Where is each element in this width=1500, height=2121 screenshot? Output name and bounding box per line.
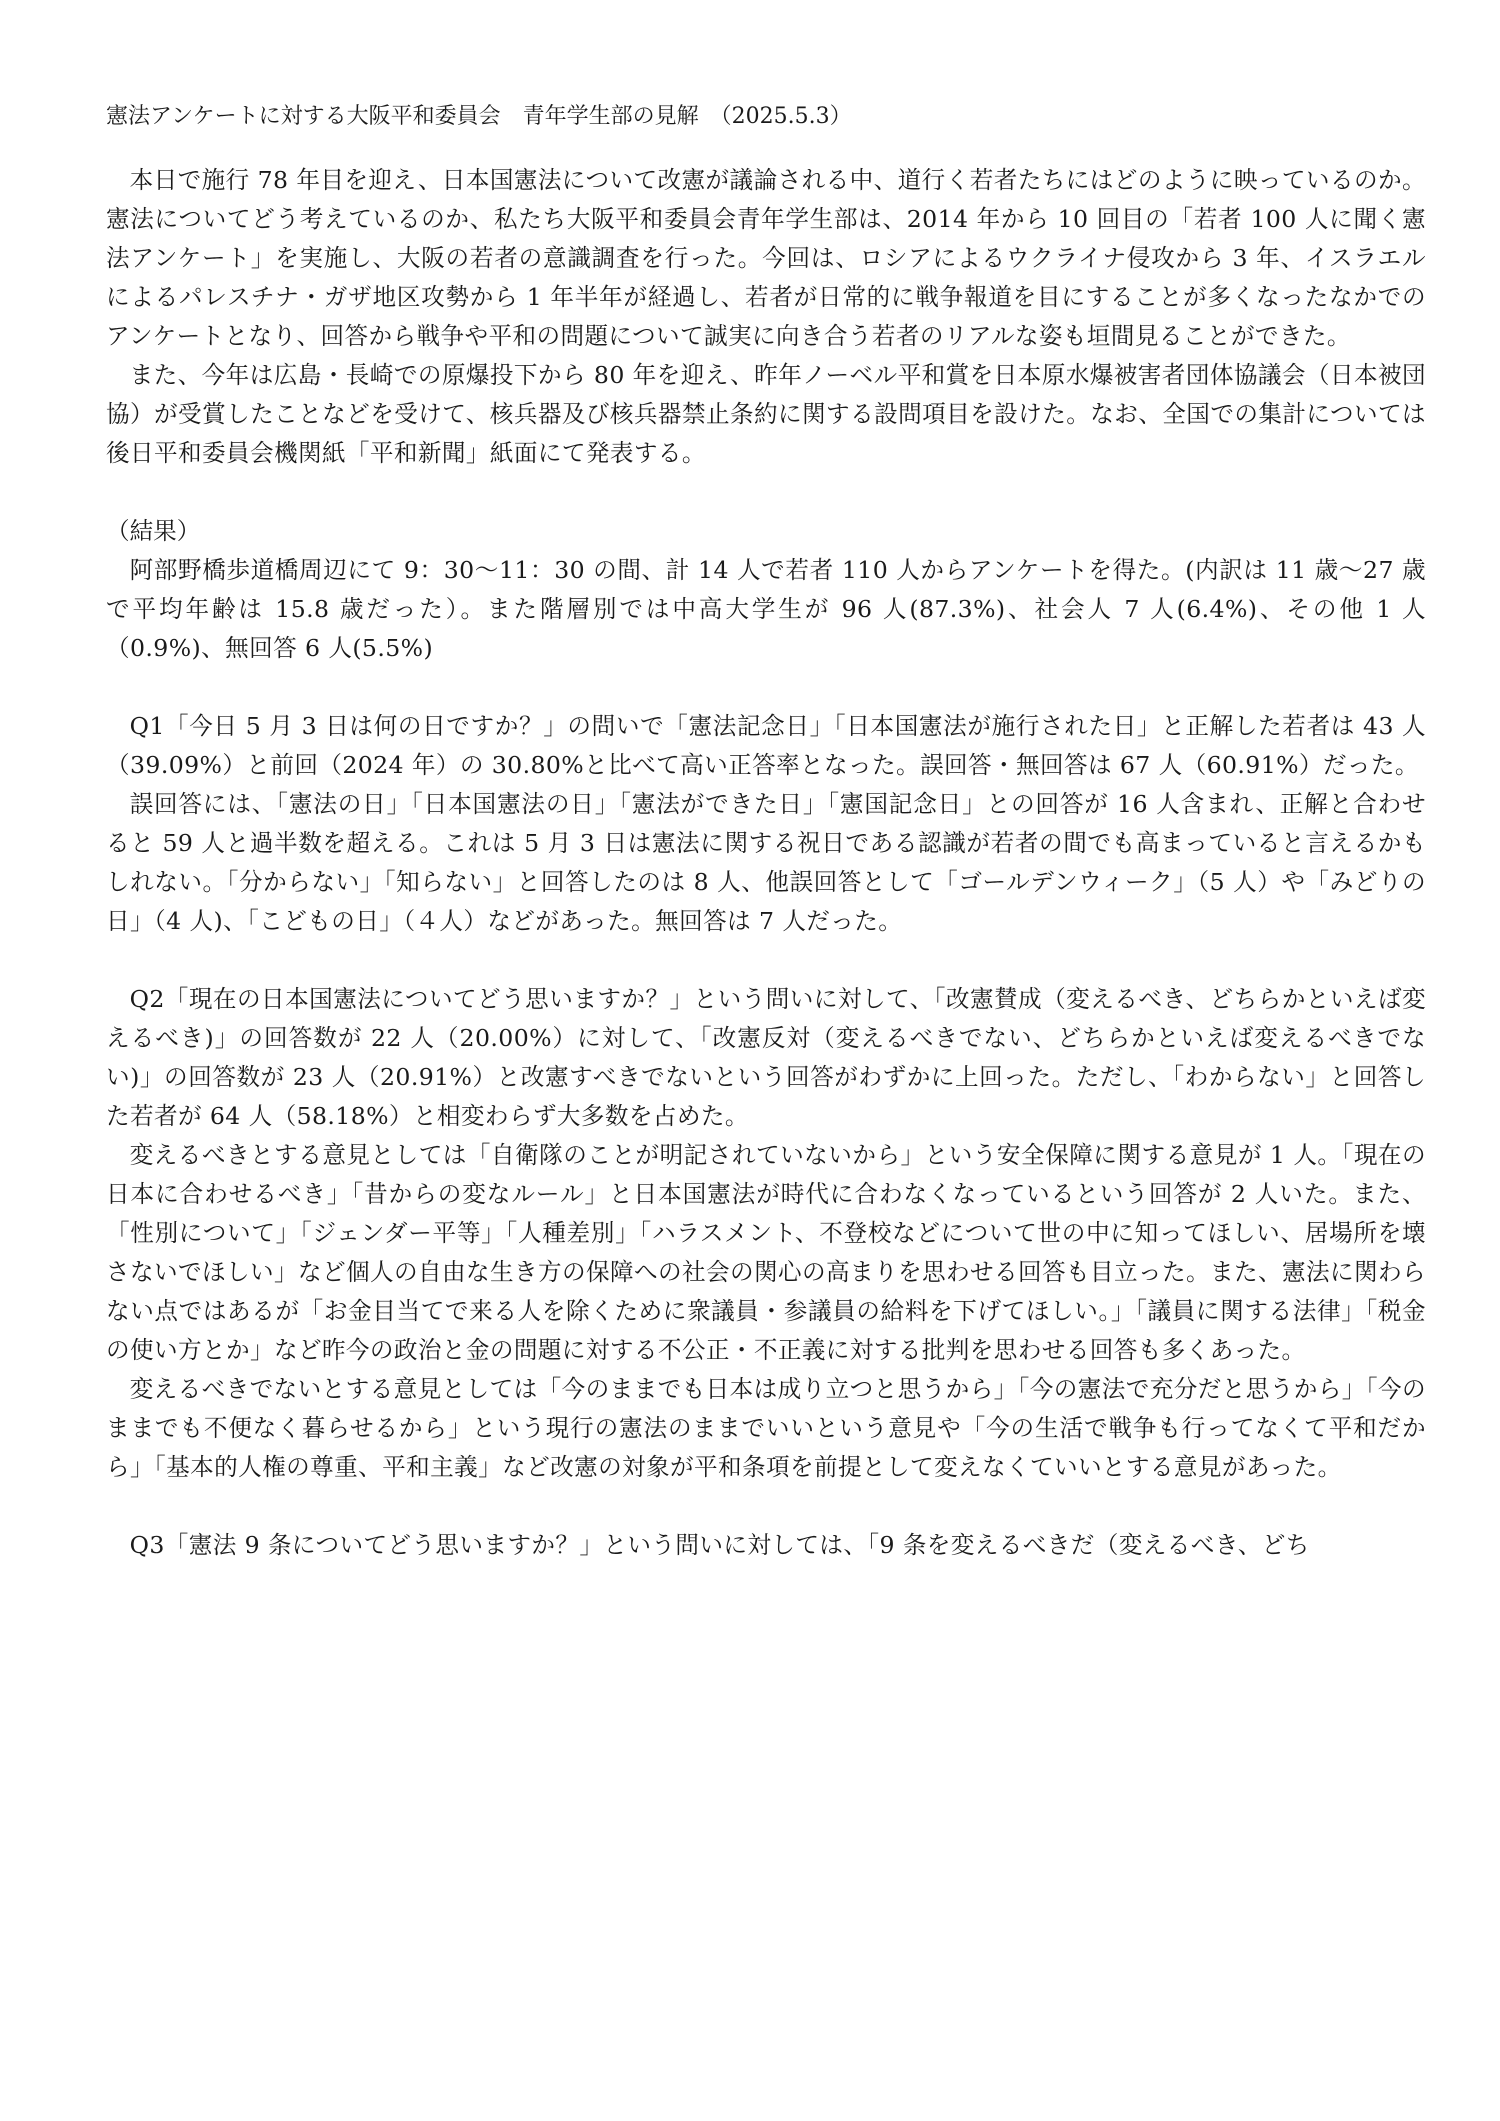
intro-paragraph-2: また、今年は広島・長崎での原爆投下から 80 年を迎え、昨年ノーベル平和賞を日本原水爆被害者団体協議会（日本被団協）が受賞したことなどを受けて、核兵器及び核兵器禁止条約に関する設問項目を設けた。なお、全国での集計については後日平和委員会機関紙「平和新聞」紙面にて発表する。 bbox=[106, 361, 1426, 467]
intro-paragraph-1: 本日で施行 78 年目を迎え、日本国憲法について改憲が議論される中、道行く若者たちにはどのように映っているのか。憲法についてどう考えているのか、私たち大阪平和委員会青年学生部は、2014 年から 10 回目の「若者 100 人に聞く憲法アンケート」を実施し、大阪の若者の意識調査を行った。今回は、ロシアによるウクライナ侵攻から 3 年、イスラエルによるパレスチナ・ガザ地区攻勢から 1 年半年が経過し、若者が日常的に戦争報道を目にすることが多くなったなかでのアンケートとなり、回答から戦争や平和の問題について誠実に向き合う若者のリアルな姿も垣間見ることができた。 bbox=[106, 166, 1426, 350]
spacer bbox=[106, 668, 1426, 707]
results-heading: （結果） bbox=[106, 517, 201, 545]
document-page bbox=[106, 95, 1426, 1565]
q2-paragraph-2: 変えるべきとする意見としては「自衛隊のことが明記されていないから」という安全保障に関する意見が 1 人。「現在の日本に合わせるべき」「昔からの変なルール」と日本国憲法が時代に合わなくなっているという回答が 2 人いた。また、「性別について」「ジェンダー平等」「人種差別」「ハラスメント、不登校などについて世の中に知ってほしい、居場所を壊さないでほしい」など個人の自由な生き方の保障への社会の関心の高まりを思わせる回答も目立った。また、憲法に関わらない点ではあるが「お金目当てで来る人を除くために衆議員・参議員の給料を下げてほしい。」「議員に関する法律」「税金の使い方とか」など昨今の政治と金の問題に対する不公正・不正義に対する批判を思わせる回答も多くあった。 bbox=[106, 1141, 1426, 1364]
spacer bbox=[106, 473, 1426, 512]
q2-paragraph-3: 変えるべきでないとする意見としては「今のままでも日本は成り立つと思うから」「今の憲法で充分だと思うから」「今のままでも不便なく暮らせるから」という現行の憲法のままでいいという意見や「今の生活で戦争も行ってなくて平和だから」「基本的人権の尊重、平和主義」など改憲の対象が平和条項を前提として変えなくていいとする意見があった。 bbox=[106, 1375, 1426, 1481]
q3-paragraph-1: Q3「憲法 9 条についてどう思いますか？」という問いに対しては、「9 条を変えるべきだ（変えるべき、どち bbox=[129, 1531, 1310, 1559]
spacer bbox=[106, 941, 1426, 980]
results-paragraph: 阿部野橋歩道橋周辺にて 9：30〜11：30 の間、計 14 人で若者 110 人からアンケートを得た。(内訳は 11 歳〜27 歳で平均年齢は 15.8 歳だった）。また階層別では中高大学生が 96 人(87.3%)、社会人 7 人(6.4%)、その他 1 人（0.9%)、無回答 6 人(5.5%) bbox=[106, 556, 1426, 662]
q2-paragraph-1: Q2「現在の日本国憲法についてどう思いますか？」という問いに対して、「改憲賛成（変えるべき、どちらかといえば変えるべき)」の回答数が 22 人（20.00%）に対して、「改憲反対（変えるべきでない、どちらかといえば変えるべきでない)」の回答数が 23 人（20.91%）と改憲すべきでないという回答がわずかに上回った。ただし、「わからない」と回答した若者が 64 人（58.18%）と相変わらず大多数を占めた。 bbox=[106, 985, 1426, 1130]
q1-paragraph-2: 誤回答には、「憲法の日」「日本国憲法の日」「憲法ができた日」「憲国記念日」との回答が 16 人含まれ、正解と合わせると 59 人と過半数を超える。これは 5 月 3 日は憲法に関する祝日である認識が若者の間でも高まっていると言えるかもしれない。「分からない」「知らない」と回答したのは 8 人、他誤回答として「ゴールデンウィーク」（5 人）や「みどりの日」（4 人)、「こどもの日」（４人）などがあった。無回答は 7 人だった。 bbox=[106, 790, 1426, 935]
q1-paragraph-1: Q1「今日 5 月 3 日は何の日ですか？」の問いで「憲法記念日」「日本国憲法が施行された日」と正解した若者は 43 人（39.09%）と前回（2024 年）の 30.80%と比べて高い正答率となった。誤回答・無回答は 67 人（60.91%）だった。 bbox=[106, 712, 1426, 779]
document-title: 憲法アンケートに対する大阪平和委員会 青年学生部の見解 （2025.5.3） bbox=[106, 104, 852, 129]
spacer bbox=[106, 1487, 1426, 1526]
